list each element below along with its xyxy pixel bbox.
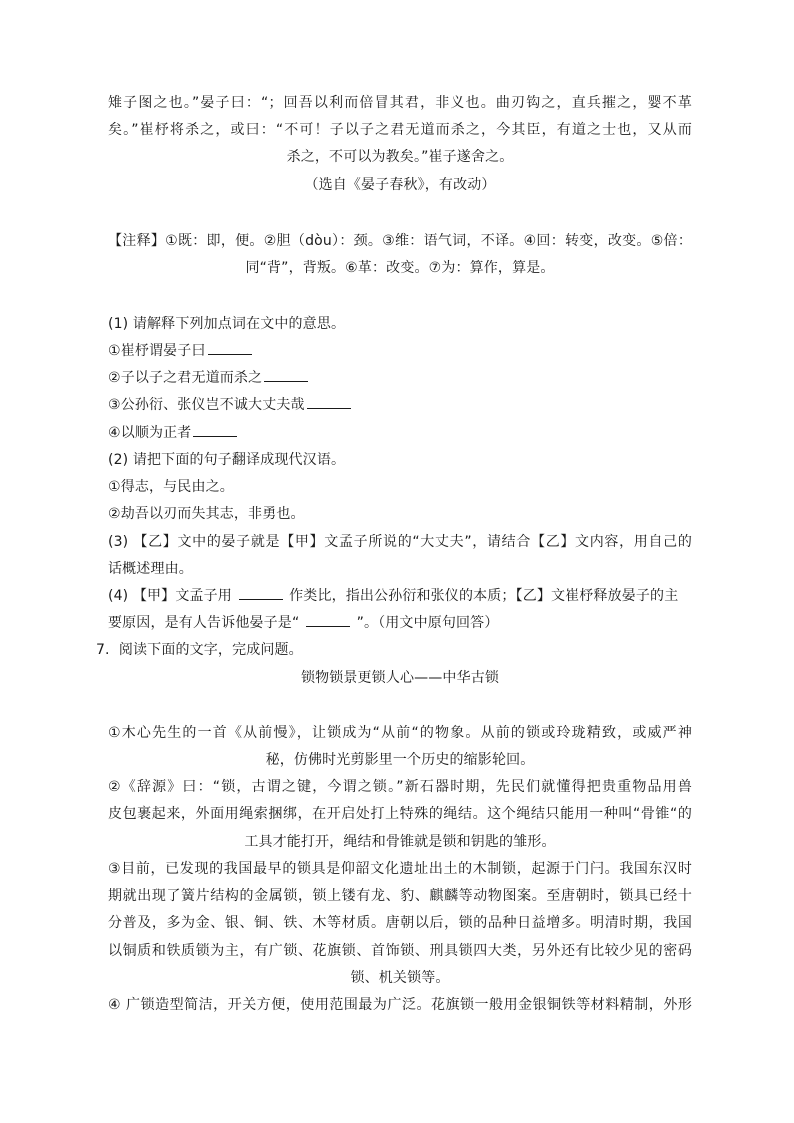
- classical-text-line-3: 杀之，不可以为教矣。”崔子遂舍之。: [286, 149, 514, 165]
- question-1-item-c: ③公孙衍、张仪岂不诚大丈夫哉: [108, 392, 692, 419]
- paragraph-2-line-2: 皮包裹起来，外面用绳索捆绑，在开启处打上特殊的绳结。这个绳结只能用一种叫“骨锥“的: [108, 806, 692, 822]
- question-1-item-d: ④以顺为正者: [108, 420, 692, 447]
- question-1-item-a: ①崔杼谓晏子曰: [108, 338, 692, 365]
- answer-blank[interactable]: [239, 585, 283, 600]
- answer-blank[interactable]: [208, 340, 252, 355]
- question-2-item-b: ②劫吾以刃而失其志，非勇也。: [108, 506, 305, 522]
- question-2-item-a: ①得志，与民由之。: [108, 479, 234, 495]
- answer-blank[interactable]: [306, 612, 350, 627]
- article-title: 锁物锁景更锁人心——中华古锁: [300, 670, 500, 686]
- paragraph-3-line-2: 期就出现了簧片结构的金属锁，锁上镂有龙、豹、麒麟等动物图案。至唐朝时，锁具已经十: [108, 888, 692, 904]
- classical-text-source: （选自《晏子春秋》，有改动）: [304, 177, 496, 193]
- question-1-item-b: ②子以子之君无道而杀之: [108, 365, 692, 392]
- paragraph-3-line-5: 锁、机关锁等。: [350, 970, 450, 986]
- notes-line-1: 【注释】①既：即，便。②胆（dòu）：颈。③维：语气词，不译。④回：转变，改变。⑤倍：: [108, 233, 692, 249]
- paragraph-2-line-1: ②《辞源》曰：“锁，古谓之键，今谓之锁。”新石器时期，先民们就懂得把贵重物品用兽: [108, 779, 692, 795]
- paragraph-4-line-1: ④ 广锁造型简洁，开关方便，使用范围最为广泛。花旗锁一般用金银铜铁等材料精制，外形: [108, 997, 692, 1013]
- notes-line-2: 同“背”，背叛。⑥革：改变。⑦为：算作，算是。: [245, 260, 555, 276]
- question-2-title: (2) 请把下面的句子翻译成现代汉语。: [108, 452, 346, 468]
- paragraph-1-line-2: 秘，仿佛时光剪影里一个历史的缩影轮回。: [265, 752, 535, 768]
- question-4-line-1: (4) 【甲】文孟子用 作类比，指出公孙衍和张仪的本质；【乙】文崔杼释放晏子的主: [108, 583, 692, 610]
- classical-text-line-1: 雉子图之也。”晏子曰：“；回吾以利而倍冒其君，非义也。曲刃钩之，直兵摧之，婴不革: [108, 95, 692, 111]
- paragraph-3-line-4: 以铜质和铁质锁为主，有广锁、花旗锁、首饰锁、刑具锁四大类，另外还有比较少见的密码: [108, 943, 692, 959]
- classical-text-line-2: 矣。”崔杼将杀之，或曰：“不可！子以子之君无道而杀之，今其臣，有道之士也，又从而: [108, 122, 692, 138]
- question-3-line-2: 话概述理由。: [108, 561, 193, 577]
- question-number: 7.: [96, 642, 110, 658]
- question-7-prompt: 7. 阅读下面的文字，完成问题。: [96, 642, 303, 658]
- question-4-line-2: 要原因，是有人告诉他晏子是“ ”。（用文中原句回答）: [108, 610, 692, 637]
- paragraph-1-line-1: ①木心先生的一首《从前慢》，让锁成为“从前“的物象。从前的锁或玲珑精致，或威严神: [108, 725, 692, 741]
- paragraph-3-line-1: ③目前，已发现的我国最早的锁具是仰韶文化遗址出土的木制锁，起源于门闩。我国东汉时: [108, 861, 692, 877]
- answer-blank[interactable]: [193, 422, 237, 437]
- paragraph-2-line-3: 工具才能打开，绳结和骨锥就是锁和钥匙的雏形。: [244, 834, 556, 850]
- answer-blank[interactable]: [264, 367, 308, 382]
- paragraph-3-line-3: 分普及，多为金、银、铜、铁、木等材质。唐朝以后，锁的品种日益增多。明清时期，我国: [108, 915, 692, 931]
- answer-blank[interactable]: [307, 394, 351, 409]
- question-3-line-1: (3) 【乙】文中的晏子就是【甲】文孟子所说的“大丈夫”，请结合【乙】文内容，用自己的: [108, 534, 692, 550]
- question-1-title: (1) 请解释下列加点词在文中的意思。: [108, 316, 346, 332]
